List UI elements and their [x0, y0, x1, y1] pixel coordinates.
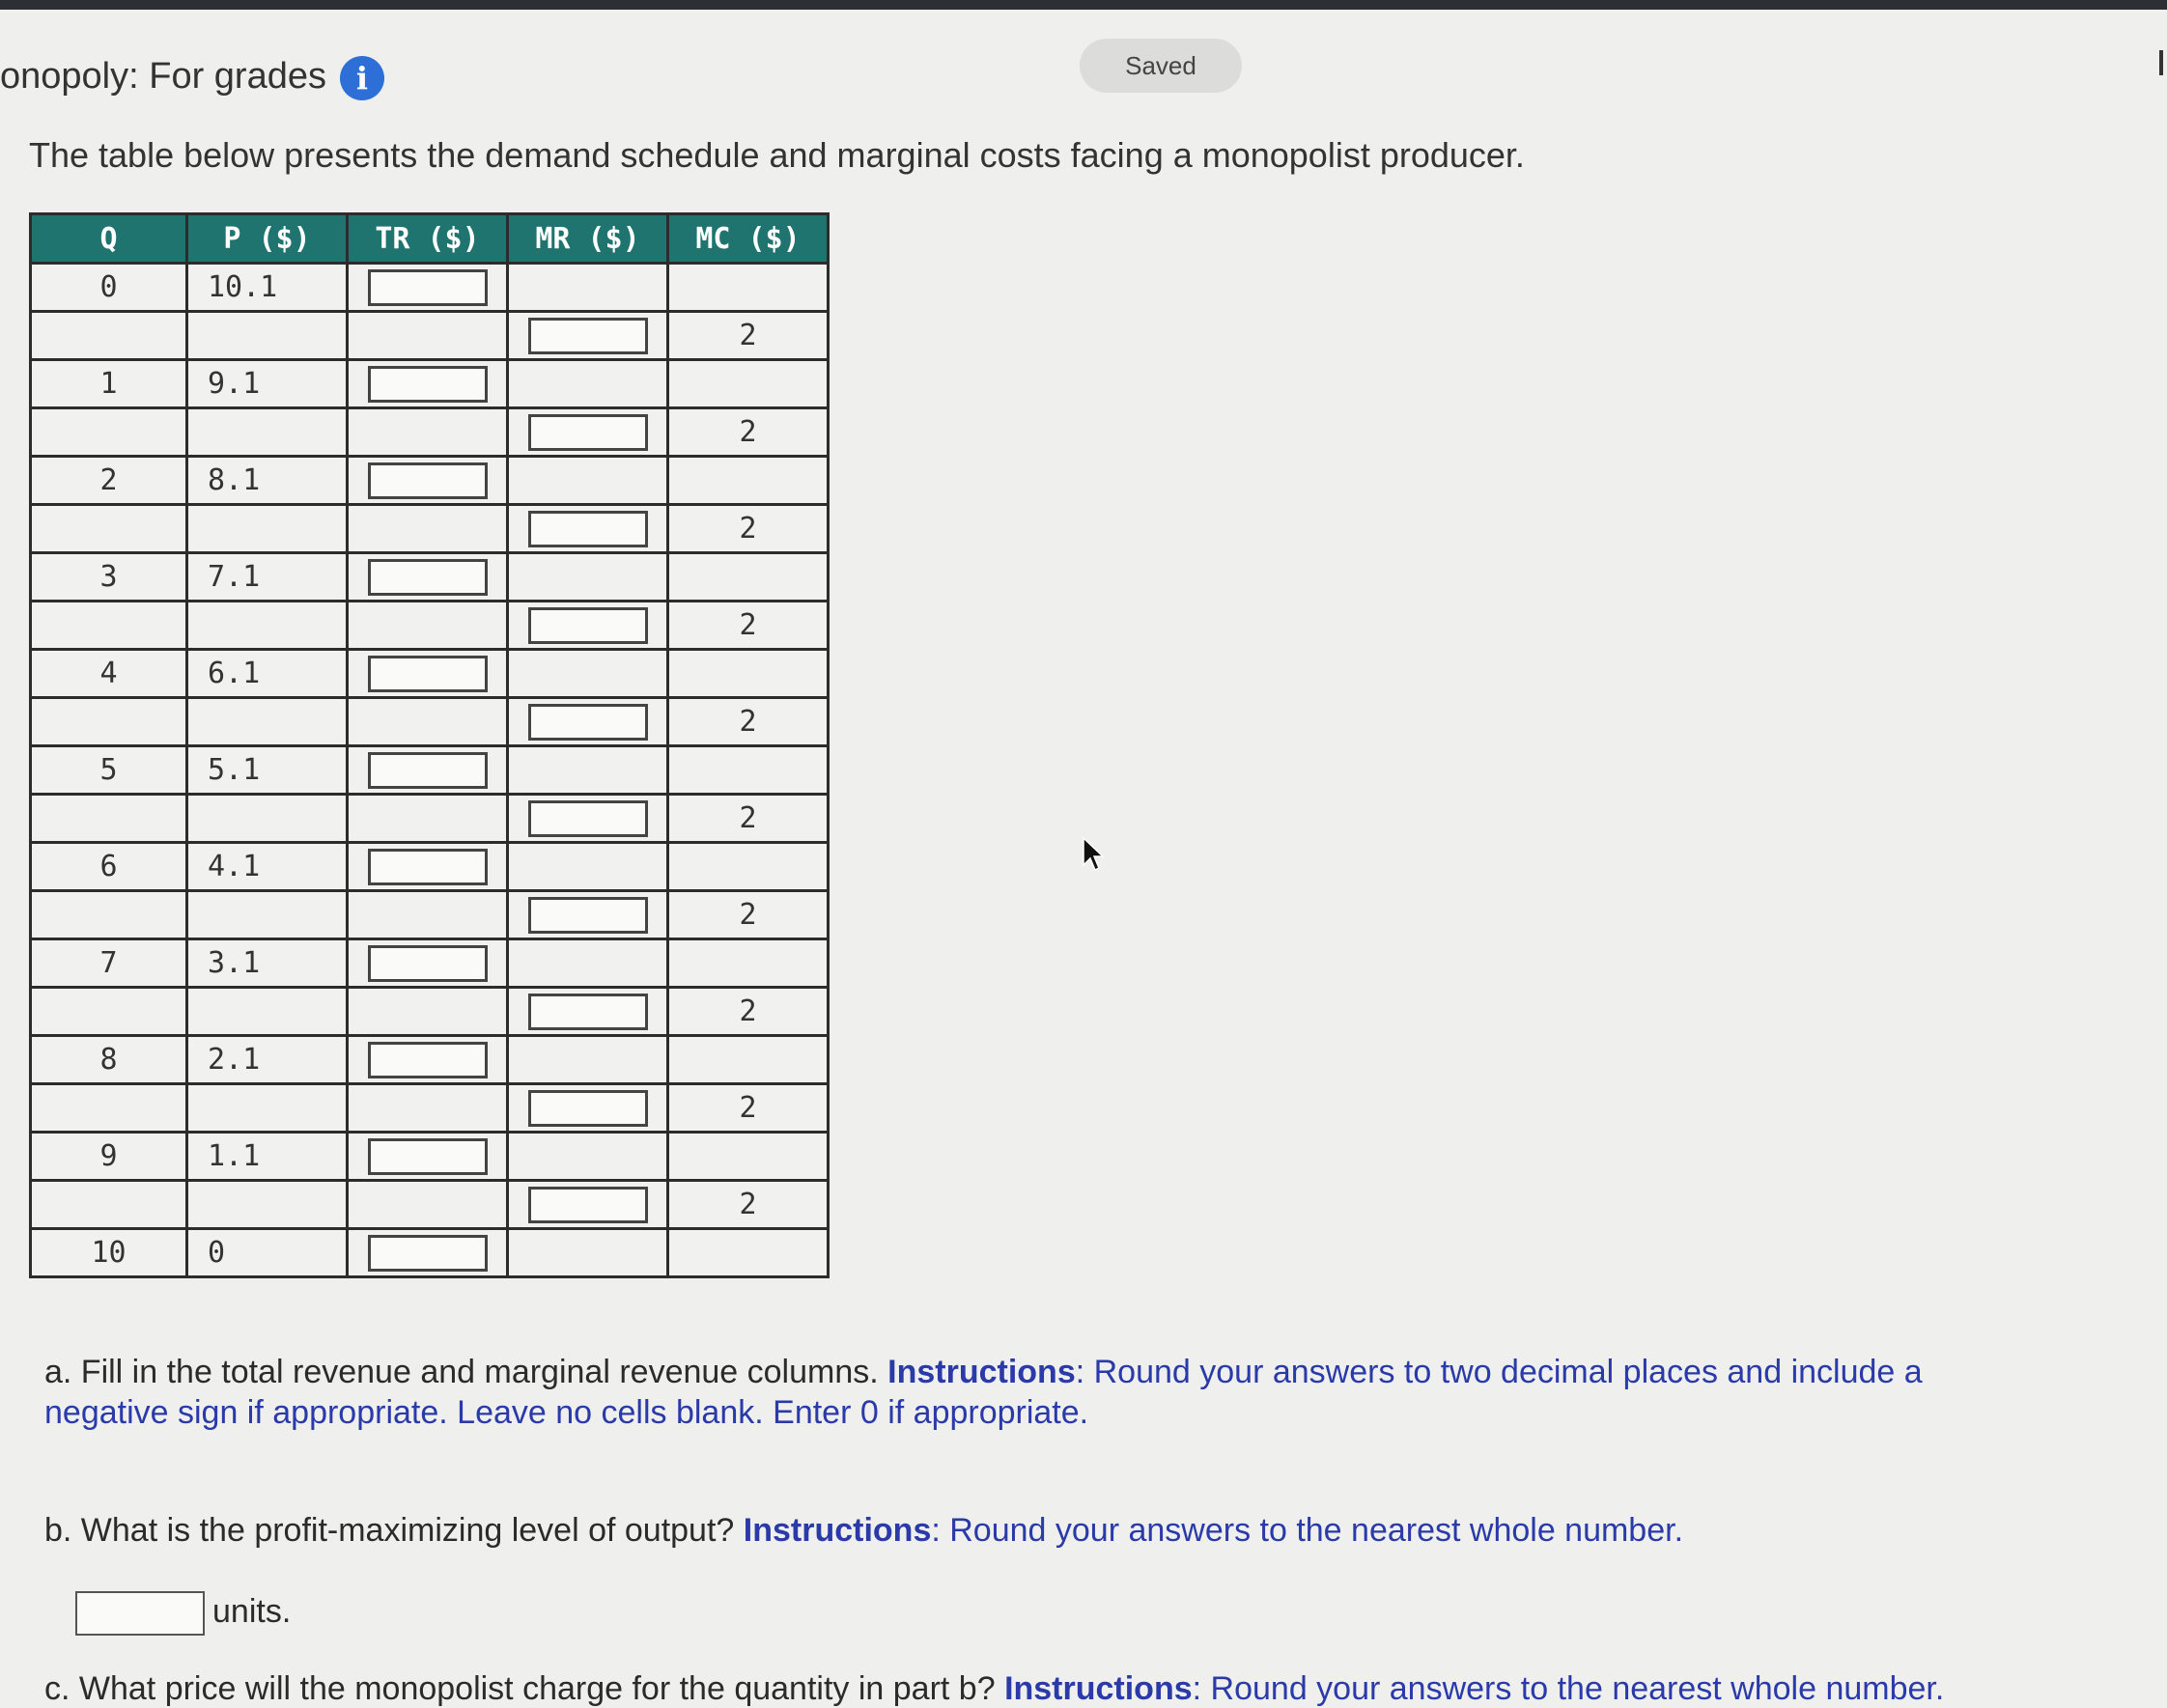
p-cell — [187, 408, 348, 457]
tr-cell — [348, 1181, 508, 1229]
p-cell — [187, 312, 348, 360]
mr-cell — [508, 602, 668, 650]
question-a — [44, 1352, 2121, 1433]
table-row — [31, 1229, 829, 1277]
p-cell: 9.1 — [187, 360, 348, 408]
question-b-instructions: : Round your answers to the nearest whole number. — [931, 1512, 1684, 1549]
mc-cell — [668, 1036, 829, 1084]
edge-marker — [2159, 50, 2163, 75]
mr-cell — [508, 698, 668, 746]
p-cell: 8.1 — [187, 457, 348, 505]
q-cell — [31, 698, 187, 746]
mc-cell: 2 — [668, 698, 829, 746]
tr-cell — [348, 891, 508, 939]
mc-cell — [668, 1133, 829, 1181]
mr-cell — [508, 505, 668, 553]
column-header-mc: MC ($) — [668, 214, 829, 264]
mr-input[interactable] — [528, 800, 648, 837]
p-cell: 5.1 — [187, 746, 348, 795]
table-row — [31, 360, 829, 408]
table-row — [31, 602, 829, 650]
p-cell: 0 — [187, 1229, 348, 1277]
page-title — [0, 56, 384, 100]
tr-input[interactable] — [368, 945, 488, 982]
table-row — [31, 457, 829, 505]
column-header-tr: TR ($) — [348, 214, 508, 264]
p-cell — [187, 891, 348, 939]
q-cell: 3 — [31, 553, 187, 602]
p-cell — [187, 795, 348, 843]
q-cell: 7 — [31, 939, 187, 988]
tr-cell — [348, 602, 508, 650]
mc-cell — [668, 1229, 829, 1277]
q-cell: 4 — [31, 650, 187, 698]
mr-cell — [508, 1181, 668, 1229]
question-b — [44, 1512, 1683, 1550]
tr-cell — [348, 650, 508, 698]
question-c-text: c. What price will the monopolist charge for the quantity in part b? — [44, 1670, 996, 1707]
q-cell — [31, 988, 187, 1036]
mc-cell: 2 — [668, 988, 829, 1036]
mr-input[interactable] — [528, 897, 648, 934]
tr-cell — [348, 505, 508, 553]
tr-cell — [348, 1036, 508, 1084]
tr-cell — [348, 698, 508, 746]
p-cell — [187, 698, 348, 746]
tr-input[interactable] — [368, 1138, 488, 1175]
mr-cell — [508, 553, 668, 602]
mr-cell — [508, 264, 668, 312]
mr-cell — [508, 1084, 668, 1133]
tr-cell — [348, 264, 508, 312]
mc-cell — [668, 650, 829, 698]
p-cell — [187, 1084, 348, 1133]
tr-input[interactable] — [368, 1042, 488, 1078]
q-cell — [31, 408, 187, 457]
mr-cell — [508, 988, 668, 1036]
q-cell: 8 — [31, 1036, 187, 1084]
mr-input[interactable] — [528, 994, 648, 1030]
tr-cell — [348, 457, 508, 505]
q-cell: 9 — [31, 1133, 187, 1181]
p-cell — [187, 1181, 348, 1229]
tr-cell — [348, 1084, 508, 1133]
mc-cell: 2 — [668, 891, 829, 939]
table-row — [31, 1181, 829, 1229]
mr-cell — [508, 650, 668, 698]
mc-cell: 2 — [668, 312, 829, 360]
p-cell: 2.1 — [187, 1036, 348, 1084]
mr-input[interactable] — [528, 607, 648, 644]
tr-cell — [348, 408, 508, 457]
p-cell: 6.1 — [187, 650, 348, 698]
mr-cell — [508, 1229, 668, 1277]
mc-cell: 2 — [668, 795, 829, 843]
column-header-q: Q — [31, 214, 187, 264]
question-b-text: b. What is the profit-maximizing level of output? — [44, 1512, 735, 1549]
mr-cell — [508, 1133, 668, 1181]
tr-input[interactable] — [368, 849, 488, 885]
table-row — [31, 843, 829, 891]
mc-cell — [668, 457, 829, 505]
table-row — [31, 1036, 829, 1084]
tr-input[interactable] — [368, 752, 488, 789]
tr-cell — [348, 312, 508, 360]
units-label: units. — [212, 1592, 292, 1630]
q-cell: 2 — [31, 457, 187, 505]
mr-cell — [508, 939, 668, 988]
table-row — [31, 505, 829, 553]
tr-input[interactable] — [368, 366, 488, 403]
mc-cell — [668, 939, 829, 988]
mc-cell — [668, 264, 829, 312]
mr-cell — [508, 1036, 668, 1084]
q-cell — [31, 602, 187, 650]
mc-cell: 2 — [668, 408, 829, 457]
table-row — [31, 939, 829, 988]
mc-cell: 2 — [668, 505, 829, 553]
table-row — [31, 312, 829, 360]
q-cell — [31, 1181, 187, 1229]
column-header-mr: MR ($) — [508, 214, 668, 264]
table-header-row — [31, 214, 829, 264]
mr-cell — [508, 360, 668, 408]
tr-input[interactable] — [368, 462, 488, 499]
question-b-answer-row — [75, 1591, 291, 1636]
question-a-instructions-line2: negative sign if appropriate. Leave no cells blank. Enter 0 if appropriate. — [44, 1394, 1089, 1431]
mr-input[interactable] — [528, 1187, 648, 1223]
mouse-pointer-icon — [1082, 836, 1107, 875]
tr-cell — [348, 939, 508, 988]
output-level-input[interactable] — [75, 1591, 205, 1636]
q-cell — [31, 1084, 187, 1133]
table-row — [31, 891, 829, 939]
table-row — [31, 553, 829, 602]
column-header-p: P ($) — [187, 214, 348, 264]
q-cell: 10 — [31, 1229, 187, 1277]
mc-cell — [668, 360, 829, 408]
mc-cell — [668, 843, 829, 891]
p-cell: 4.1 — [187, 843, 348, 891]
q-cell — [31, 891, 187, 939]
q-cell — [31, 505, 187, 553]
tr-cell — [348, 988, 508, 1036]
table-row — [31, 988, 829, 1036]
question-a-text: a. Fill in the total revenue and marginal revenue columns. — [44, 1354, 879, 1390]
tr-cell — [348, 553, 508, 602]
tr-cell — [348, 1133, 508, 1181]
question-c-instructions: : Round your answers to the nearest whole number. — [1192, 1670, 1945, 1707]
mr-input[interactable] — [528, 1090, 648, 1127]
intro-text: The table below presents the demand schedule and marginal costs facing a monopolist producer. — [29, 135, 1525, 175]
table-row — [31, 1133, 829, 1181]
table-row — [31, 650, 829, 698]
p-cell — [187, 988, 348, 1036]
mc-cell — [668, 553, 829, 602]
mr-cell — [508, 843, 668, 891]
mc-cell: 2 — [668, 602, 829, 650]
mr-cell — [508, 795, 668, 843]
question-c-instructions-label: Instructions — [1004, 1670, 1193, 1707]
p-cell — [187, 602, 348, 650]
q-cell: 6 — [31, 843, 187, 891]
q-cell — [31, 795, 187, 843]
question-a-instructions: : Round your answers to two decimal places and include a — [1075, 1354, 1923, 1390]
page-title-text: onopoly: For grades — [0, 56, 326, 98]
q-cell — [31, 312, 187, 360]
mr-cell — [508, 457, 668, 505]
mr-cell — [508, 746, 668, 795]
p-cell: 1.1 — [187, 1133, 348, 1181]
q-cell: 1 — [31, 360, 187, 408]
saved-status-badge: Saved — [1080, 39, 1242, 93]
mr-cell — [508, 408, 668, 457]
tr-cell — [348, 1229, 508, 1277]
q-cell: 5 — [31, 746, 187, 795]
mr-cell — [508, 312, 668, 360]
tr-cell — [348, 746, 508, 795]
demand-schedule-table — [29, 212, 830, 1278]
mr-cell — [508, 891, 668, 939]
tr-cell — [348, 360, 508, 408]
question-b-instructions-label: Instructions — [743, 1512, 932, 1549]
tr-input[interactable] — [368, 1235, 488, 1272]
p-cell: 3.1 — [187, 939, 348, 988]
table-row — [31, 795, 829, 843]
tr-cell — [348, 795, 508, 843]
table-row — [31, 408, 829, 457]
q-cell: 0 — [31, 264, 187, 312]
tr-input[interactable] — [368, 656, 488, 692]
question-c — [44, 1670, 1944, 1708]
mr-input[interactable] — [528, 511, 648, 547]
p-cell: 7.1 — [187, 553, 348, 602]
tr-cell — [348, 843, 508, 891]
tr-input[interactable] — [368, 559, 488, 596]
mr-input[interactable] — [528, 318, 648, 354]
table-row — [31, 264, 829, 312]
question-a-instructions-label: Instructions — [887, 1354, 1076, 1390]
top-bar — [0, 0, 2167, 10]
info-icon[interactable]: i — [340, 56, 384, 100]
mr-input[interactable] — [528, 414, 648, 451]
p-cell — [187, 505, 348, 553]
mc-cell: 2 — [668, 1181, 829, 1229]
mc-cell: 2 — [668, 1084, 829, 1133]
table-row — [31, 698, 829, 746]
table-row — [31, 746, 829, 795]
table-body — [31, 264, 829, 1277]
mr-input[interactable] — [528, 704, 648, 741]
table-row — [31, 1084, 829, 1133]
tr-input[interactable] — [368, 269, 488, 306]
mc-cell — [668, 746, 829, 795]
p-cell: 10.1 — [187, 264, 348, 312]
